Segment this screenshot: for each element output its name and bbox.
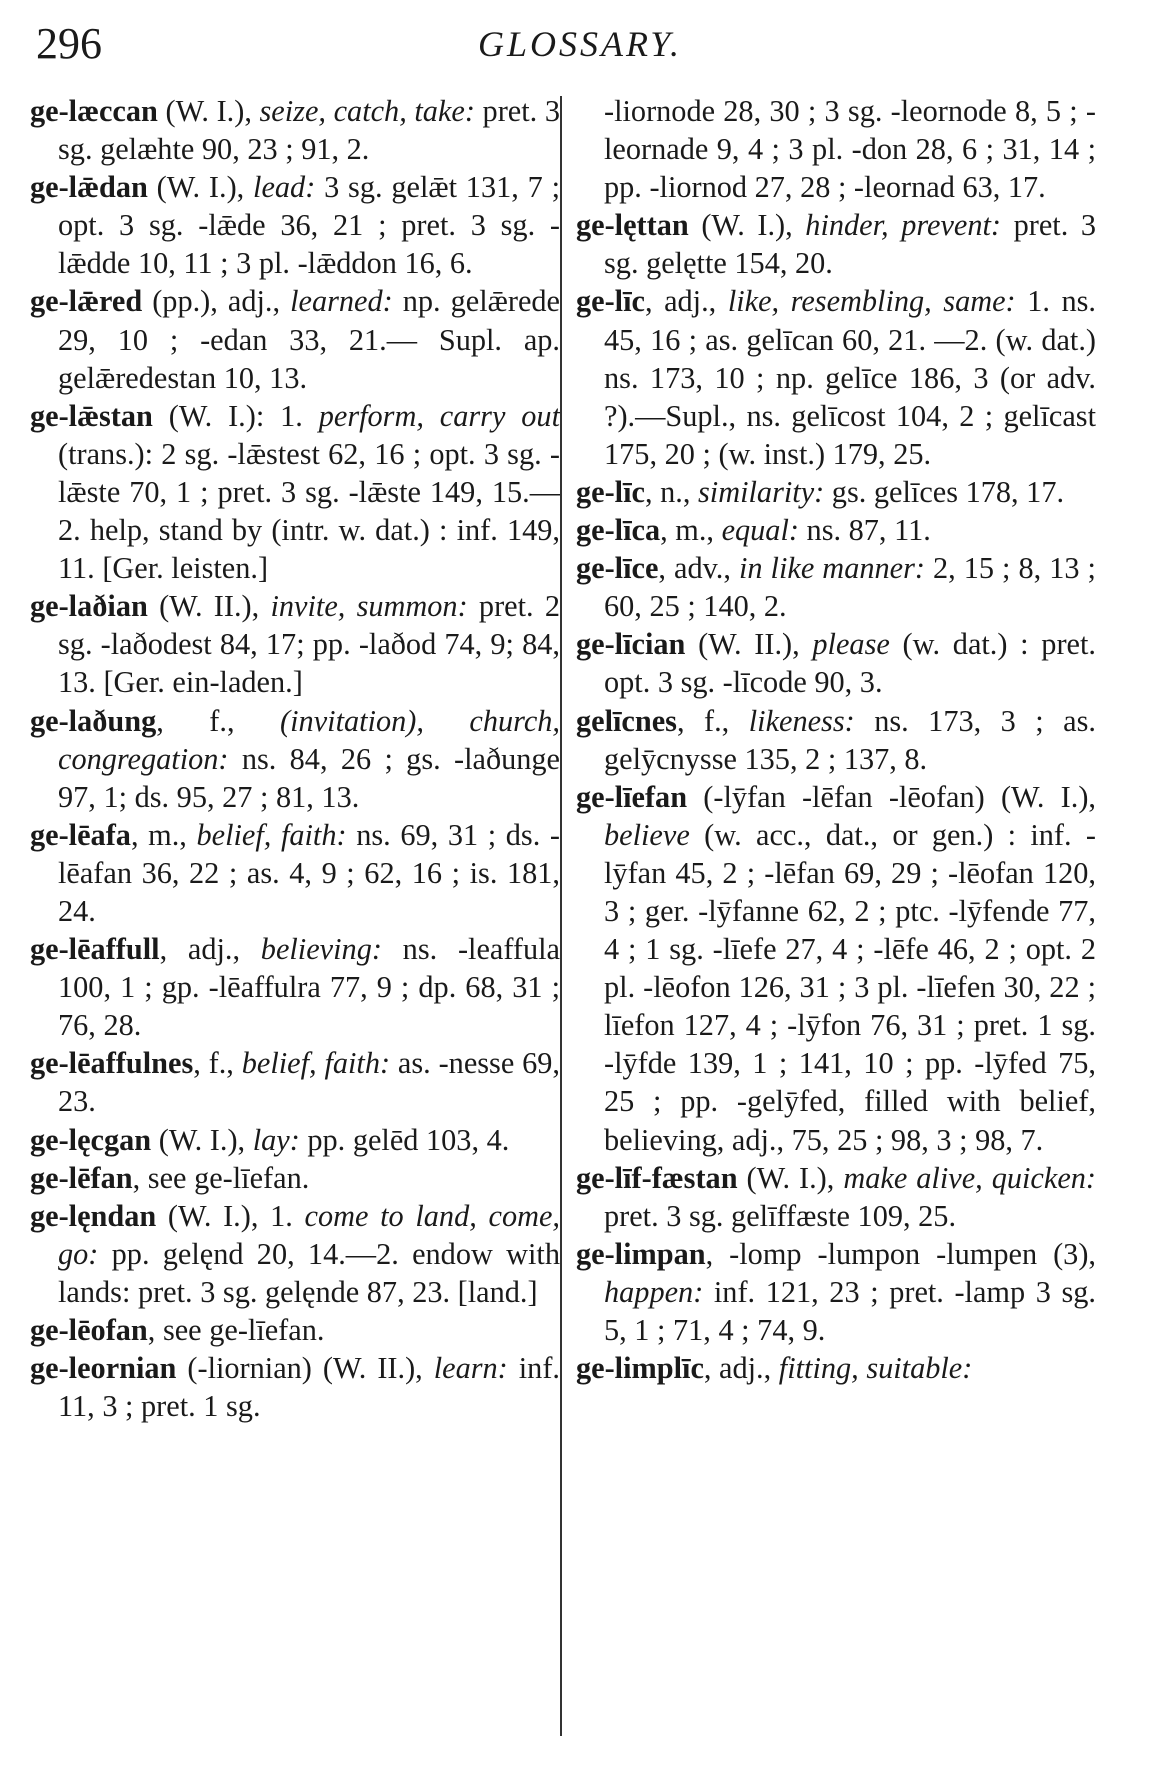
entry-citations: (trans.): 2 sg. -lǣstest 62, 16 ; opt. 3 sg. -lǣste 70, 1 ; pret. 3 sg. -lǣste 149, 15.— 2. help, stand by (intr. w. dat.) : inf. 149, 11. [Ger. leisten.] bbox=[58, 436, 560, 586]
entry-gloss: hinder, prevent: bbox=[805, 208, 1002, 243]
entry-citations: pp. gelęnd 20, 14.—2. endow with lands: pret. 3 sg. gelęnde 87, 23. [land.] bbox=[58, 1236, 560, 1309]
entry-citations: (w. acc., dat., or gen.) : inf. -lȳfan 45, 2 ; -lēfan 69, 29 ; -lēofan 120, 3 ; ger. -lȳfanne 62, 2 ; ptc. -lȳfende 77, 4 ; 1 sg. -līefe 27, 4 ; -lēfe 46, 2 ; opt. 2 pl. -lēofon 126, 31 ; 3 pl. -līefen 30, 22 ; līefon 127, 4 ; -lȳfon 76, 31 ; pret. 1 sg. -lȳfde 139, 1 ; 141, 10 ; pp. -lȳfed 75, 25 ; pp. -gelȳfed, filled with belief, believing, adj., 75, 25 ; 98, 3 ; 98, 7. bbox=[604, 817, 1096, 1157]
entry-gloss: lead: bbox=[253, 170, 316, 205]
glossary-entry bbox=[30, 816, 560, 930]
glossary-entry bbox=[576, 1159, 1096, 1235]
entry-headword: ge-lēaffull bbox=[30, 932, 160, 967]
entry-citations: ns. 69, 31 ; ds. -lēafan 36, 22 ; as. 4, 9 ; 62, 16 ; is. 181, 24. bbox=[58, 817, 560, 928]
entry-headword: ge-lēafa bbox=[30, 817, 131, 852]
entry-citations: pp. gelēd 103, 4. bbox=[299, 1122, 510, 1157]
glossary-entry bbox=[576, 206, 1096, 282]
entry-citations: as. -nesse 69, 23. bbox=[58, 1046, 561, 1119]
entry-headword: ge-līc bbox=[576, 284, 645, 319]
entry-gloss: likeness: bbox=[748, 703, 855, 738]
entry-grammar: (pp.), adj., bbox=[142, 284, 291, 319]
entry-citations: np. gelǣrede 29, 10 ; -edan 33, 21.— Supl. ap. gelǣredestan 10, 13. bbox=[58, 284, 561, 395]
entry-grammar: (W. I.), bbox=[147, 170, 254, 205]
entry-grammar: (W. I.): 1. bbox=[152, 398, 319, 433]
entry-headword: ge-laðian bbox=[30, 589, 148, 624]
entry-citations: pret. 3 sg. gelętte 154, 20. bbox=[604, 208, 1097, 281]
entry-citations: ns. 84, 26 ; gs. -laðunge 97, 1; ds. 95, 27 ; 81, 13. bbox=[58, 741, 560, 814]
entry-gloss: learned: bbox=[290, 284, 393, 319]
entry-headword: ge-læccan bbox=[30, 94, 158, 128]
glossary-entry bbox=[30, 1159, 560, 1197]
entry-gloss: fitting, suitable: bbox=[778, 1351, 973, 1386]
entry-citations: ns. 87, 11. bbox=[798, 513, 931, 548]
entry-gloss: perform, carry out bbox=[318, 398, 560, 433]
glossary-entry bbox=[30, 1311, 560, 1349]
entry-citations: ge-līefan. bbox=[209, 1313, 325, 1347]
entry-headword: gelīcnes bbox=[576, 703, 677, 738]
running-title: GLOSSARY. bbox=[477, 24, 683, 64]
entry-gloss: happen: bbox=[604, 1274, 704, 1309]
entry-headword: ge-lēfan bbox=[30, 1160, 133, 1195]
entry-grammar: , -lomp -lumpon -lumpen (3), bbox=[705, 1236, 1096, 1271]
entry-headword: ge-limpan bbox=[576, 1236, 706, 1271]
glossary-entry bbox=[576, 1235, 1096, 1349]
glossary-entry bbox=[576, 702, 1096, 778]
entry-headword: ge-limplīc bbox=[576, 1351, 704, 1386]
column-divider bbox=[560, 96, 562, 1736]
right-column bbox=[576, 92, 1096, 1387]
entry-grammar: , m., bbox=[130, 817, 197, 852]
glossary-entry bbox=[576, 778, 1096, 1159]
entry-citations: 2, 15 ; 8, 13 ; 60, 25 ; 140, 2. bbox=[604, 551, 1096, 624]
glossary-entry bbox=[30, 930, 560, 1044]
entry-headword: ge-līca bbox=[576, 513, 661, 548]
entry-grammar: (-lȳfan -lēfan -lēofan) (W. I.), bbox=[687, 779, 1096, 814]
glossary-entry bbox=[30, 282, 560, 396]
glossary-entry bbox=[30, 168, 560, 282]
entry-citations: inf. 11, 3 ; pret. 1 sg. bbox=[58, 1351, 560, 1424]
entry-grammar: , adj., bbox=[703, 1351, 779, 1386]
entry-headword: ge-līefan bbox=[576, 779, 688, 814]
entry-grammar: , adj., bbox=[644, 284, 728, 319]
entry-grammar: (W. I.), bbox=[151, 1122, 253, 1157]
entry-citations: 1. ns. 45, 16 ; as. gelīcan 60, 21. —2. (w. dat.) ns. 173, 10 ; np. gelīce 186, 3 (or adv. ?).—Supl., ns. gelīcost 104, 2 ; gelīcast 175, 20 ; (w. inst.) 179, 25. bbox=[604, 284, 1096, 471]
glossary-entry bbox=[576, 1349, 1096, 1387]
left-column bbox=[30, 92, 560, 1425]
glossary-entry bbox=[576, 473, 1096, 511]
glossary-entry bbox=[576, 625, 1096, 701]
entry-gloss: equal: bbox=[721, 513, 799, 548]
entry-headword: ge-laðung bbox=[30, 703, 157, 738]
entry-gloss: in like manner: bbox=[738, 551, 925, 586]
entry-grammar: (W. I.), bbox=[737, 1160, 844, 1195]
entry-citations: pret. 2 sg. -laðodest 84, 17; pp. -laðod 74, 9; 84, 13. [Ger. ein-laden.] bbox=[58, 589, 560, 700]
entry-grammar: (W. I.), bbox=[157, 94, 260, 128]
entry-headword: ge-lēaffulnes bbox=[30, 1046, 194, 1081]
entry-grammar: , see bbox=[132, 1160, 195, 1195]
entry-grammar: , f., bbox=[193, 1046, 242, 1081]
entry-gloss: come to land, come, go: bbox=[58, 1198, 560, 1271]
entry-citations: ns. 173, 3 ; as. gelȳcnysse 135, 2 ; 137, 8. bbox=[604, 703, 1096, 776]
entry-headword: ge-līce bbox=[576, 551, 659, 586]
entry-grammar: , m., bbox=[660, 513, 722, 548]
entry-citations: gs. gelīces 178, 17. bbox=[824, 474, 1065, 509]
glossary-entry bbox=[576, 511, 1096, 549]
entry-gloss: learn: bbox=[433, 1351, 508, 1386]
entry-gloss: similarity: bbox=[698, 474, 825, 509]
entry-grammar: , f., bbox=[676, 703, 749, 738]
glossary-entry bbox=[30, 92, 560, 168]
entry-grammar: , see bbox=[147, 1313, 210, 1347]
entry-grammar: (W. I.), 1. bbox=[156, 1198, 305, 1233]
entry-gloss: believe bbox=[604, 817, 690, 852]
entry-grammar: (-liornian) (W. II.), bbox=[176, 1351, 434, 1386]
entry-headword: ge-lęttan bbox=[576, 208, 689, 243]
entry-gloss: make alive, quicken: bbox=[843, 1160, 1096, 1195]
glossary-entry bbox=[30, 397, 560, 587]
entry-grammar: (W. I.), bbox=[688, 208, 806, 243]
entry-headword: ge-leornian bbox=[30, 1351, 177, 1386]
glossary-entry bbox=[576, 92, 1096, 206]
entry-grammar: (W. II.), bbox=[147, 589, 271, 624]
entry-headword: ge-līcian bbox=[576, 627, 686, 662]
entry-citations: ge-līefan. bbox=[194, 1160, 310, 1195]
entry-headword: ge-lēofan bbox=[30, 1313, 148, 1347]
glossary-entry bbox=[30, 1044, 560, 1120]
page-header bbox=[30, 14, 1130, 74]
entry-gloss: lay: bbox=[252, 1122, 300, 1157]
glossary-entry bbox=[30, 587, 560, 701]
entry-gloss: belief, faith: bbox=[196, 817, 347, 852]
entry-gloss: belief, faith: bbox=[241, 1046, 391, 1081]
entry-grammar: , adv., bbox=[658, 551, 739, 586]
entry-citations: 3 sg. gelǣt 131, 7 ; opt. 3 sg. -lǣde 36, 21 ; pret. 3 sg. -lǣdde 10, 11 ; 3 pl. -lǣddon 16, 6. bbox=[58, 170, 560, 281]
entry-citations: pret. 3 sg. gelīffæste 109, 25. bbox=[604, 1198, 957, 1233]
entry-gloss: believing: bbox=[260, 932, 382, 967]
glossary-entry bbox=[576, 549, 1096, 625]
entry-grammar: , f., bbox=[156, 703, 281, 738]
entry-citations: ns. -leaffula 100, 1 ; gp. -lēaffulra 77, 9 ; dp. 68, 31 ; 76, 28. bbox=[58, 932, 560, 1043]
entry-headword: ge-lǣred bbox=[30, 284, 143, 319]
glossary-entry bbox=[30, 1121, 560, 1159]
entry-citations: pret. 3 sg. gelæhte 90, 23 ; 91, 2. bbox=[58, 94, 560, 167]
entry-gloss: seize, catch, take: bbox=[259, 94, 475, 128]
entry-grammar: , adj., bbox=[159, 932, 261, 967]
entry-grammar: , n., bbox=[644, 474, 698, 509]
entry-gloss: please bbox=[812, 627, 890, 662]
glossary-entry bbox=[30, 702, 560, 816]
glossary-entry bbox=[30, 1197, 560, 1311]
entry-headword: ge-lęcgan bbox=[30, 1122, 152, 1157]
entry-citations: inf. 121, 23 ; pret. -lamp 3 sg. 5, 1 ; 71, 4 ; 74, 9. bbox=[604, 1274, 1096, 1347]
entry-gloss: invite, summon: bbox=[270, 589, 468, 624]
entry-grammar: (W. II.), bbox=[685, 627, 813, 662]
entry-headword: ge-līf-fæstan bbox=[576, 1160, 738, 1195]
entry-headword: ge-lęndan bbox=[30, 1198, 157, 1233]
entry-citations: -liornode 28, 30 ; 3 sg. -leornode 8, 5 ; -leornade 9, 4 ; 3 pl. -don 28, 6 ; 31, 14 ; pp. -liornod 27, 28 ; -leornad 63, 17. bbox=[604, 94, 1096, 205]
entry-headword: ge-līc bbox=[576, 474, 645, 509]
glossary-entry bbox=[576, 282, 1096, 472]
entry-headword: ge-lǣdan bbox=[30, 170, 148, 205]
page-number: 296 bbox=[36, 19, 102, 68]
entry-gloss: (invitation), church, congregation: bbox=[58, 703, 560, 776]
entry-headword: ge-lǣstan bbox=[30, 398, 153, 433]
entry-gloss: like, resembling, same: bbox=[727, 284, 1016, 319]
entry-citations: (w. dat.) : pret. opt. 3 sg. -līcode 90, 3. bbox=[604, 627, 1096, 700]
glossary-entry bbox=[30, 1349, 560, 1425]
